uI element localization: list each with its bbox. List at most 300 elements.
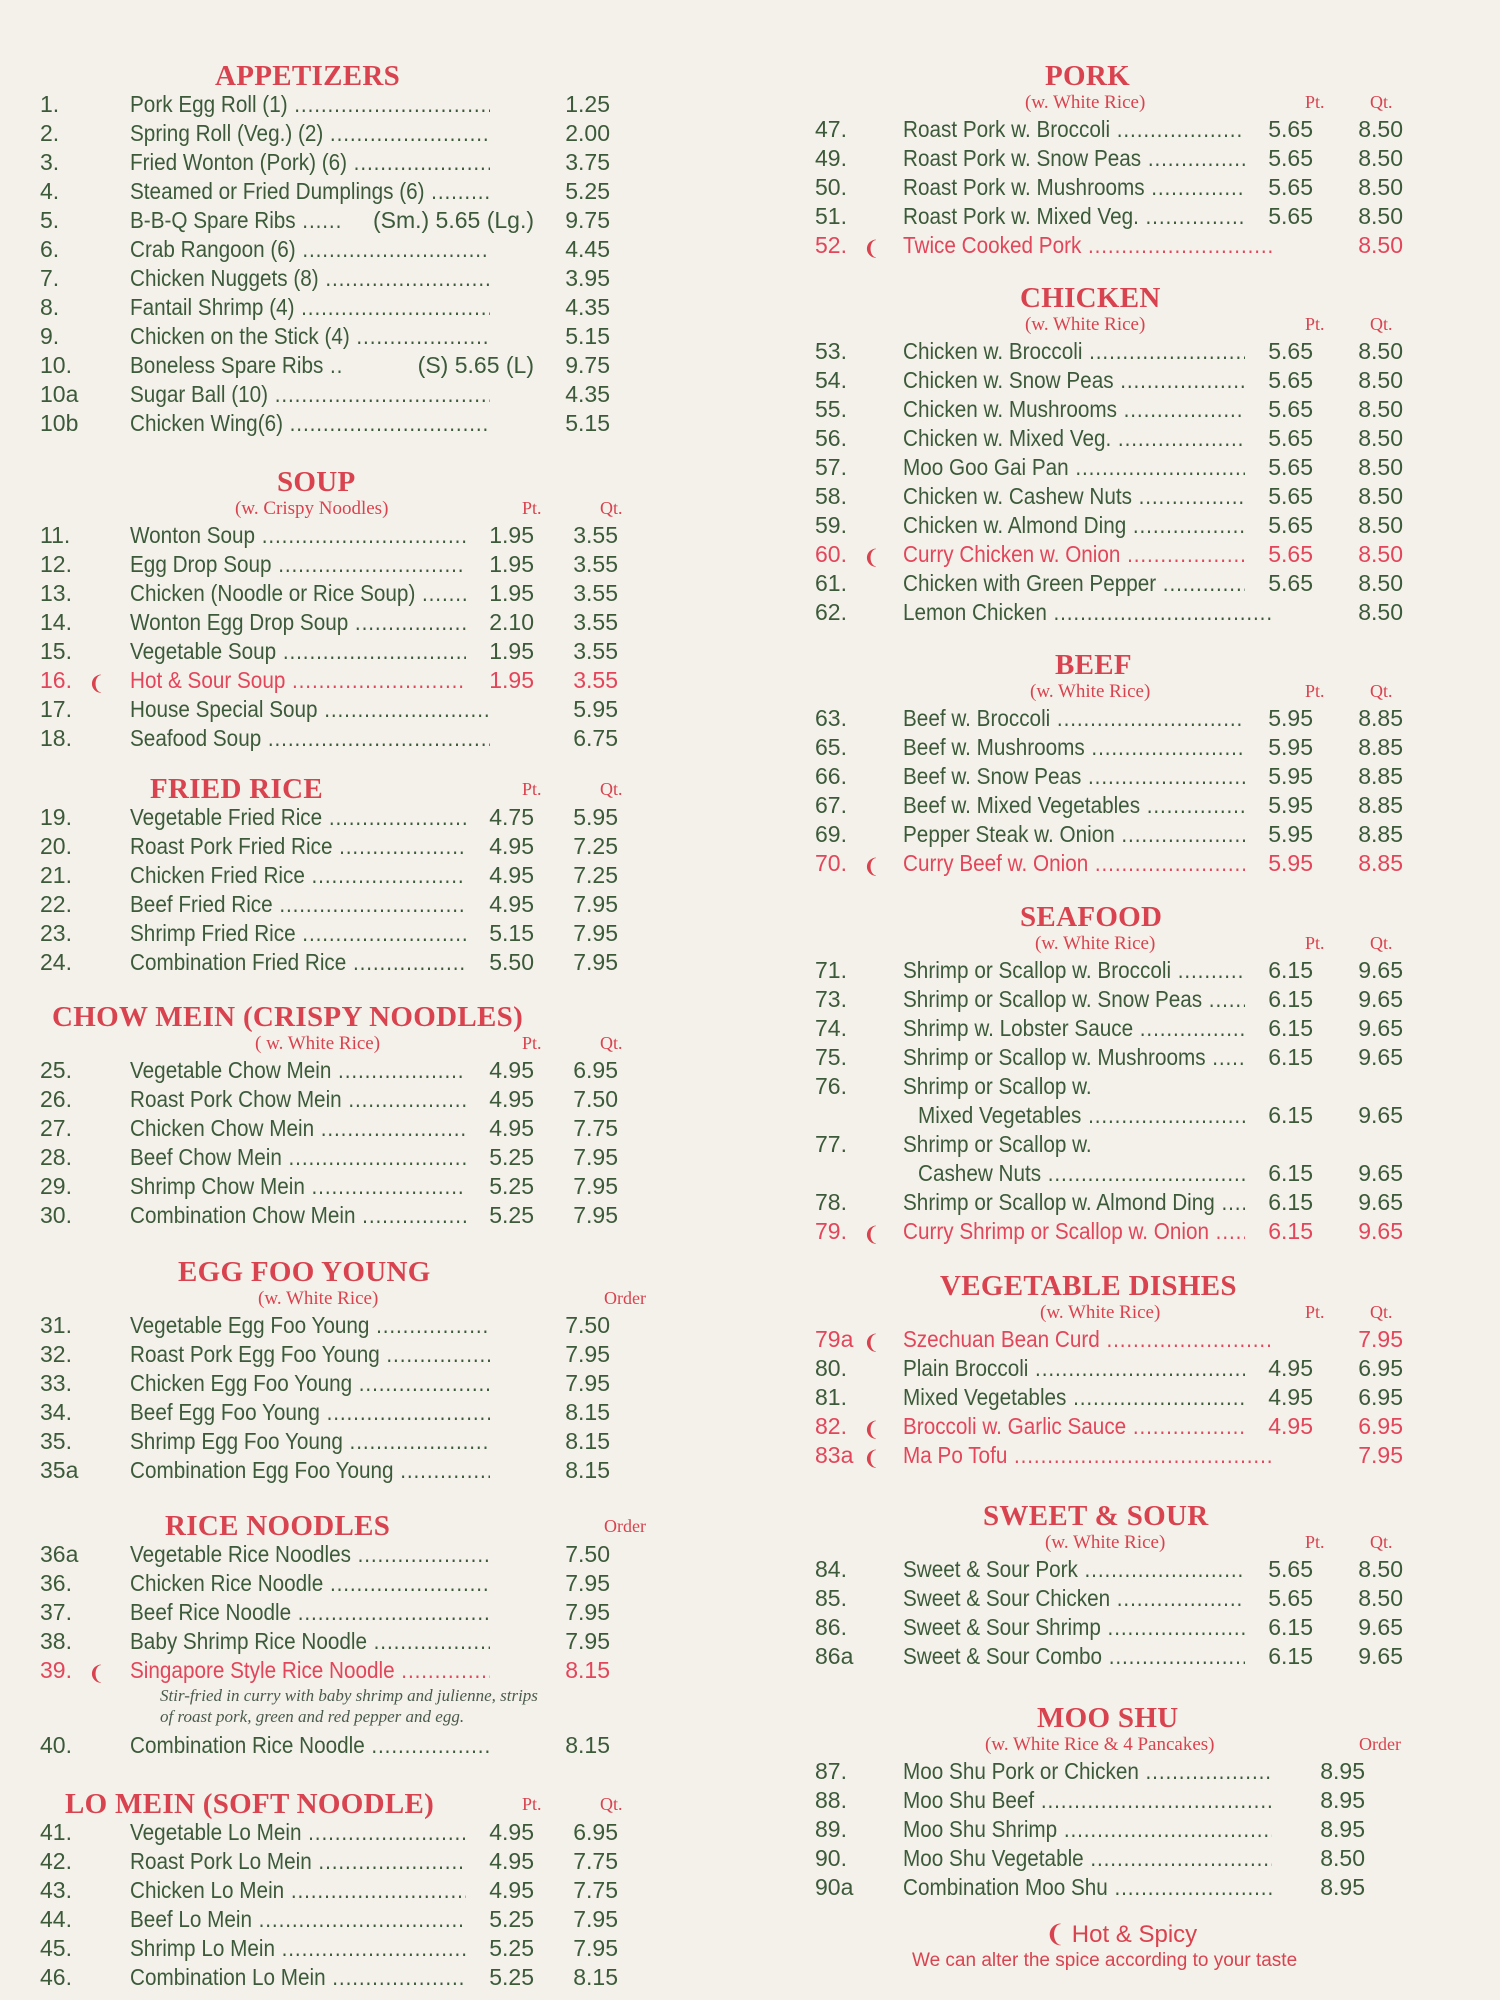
- column-header-qt: Qt.: [600, 779, 623, 799]
- menu-item: [40, 1731, 640, 1760]
- item-number: 71.: [815, 957, 847, 983]
- section-subheader: [815, 931, 1415, 956]
- item-price-pt: 4.75: [466, 803, 534, 832]
- menu-item: [40, 832, 640, 861]
- menu-item: [815, 540, 1415, 569]
- item-price-qt: 3.55: [573, 638, 618, 664]
- section-subtitle: (w. White Rice & 4 Pancakes): [985, 1734, 1215, 1755]
- item-price-qt: 8.85: [1358, 734, 1403, 760]
- section-header: [40, 1003, 640, 1031]
- pepper-icon: ❨: [863, 1448, 880, 1470]
- section-title: CHICKEN: [1020, 282, 1161, 314]
- item-name: Beef Egg Foo Young .....: [130, 1398, 490, 1427]
- item-number: 4.: [40, 178, 60, 204]
- item-name: Fried Wonton (Pork) (6) .....: [130, 148, 490, 177]
- item-price-pt: 1.95: [466, 666, 534, 695]
- item-number: 25.: [40, 1057, 72, 1083]
- item-price-qt: 8.50: [1358, 512, 1403, 538]
- item-name: Roast Pork w. Broccoli .....: [903, 115, 1272, 144]
- menu-item: [40, 380, 640, 409]
- pepper-icon: ❨: [863, 1419, 880, 1441]
- menu-item: [40, 293, 640, 322]
- item-number: 90a: [815, 1874, 854, 1900]
- item-name: Combination Chow Mein .....: [130, 1201, 490, 1230]
- item-number: 27.: [40, 1115, 72, 1141]
- section-sweet-sour: [815, 1502, 1415, 1671]
- item-price-pt: 5.25: [466, 1934, 534, 1963]
- item-name: Chicken w. Mixed Veg. .....: [903, 424, 1272, 453]
- item-price-qt: 8.50: [1358, 483, 1403, 509]
- menu-item: [815, 1757, 1415, 1786]
- menu-item: [815, 395, 1415, 424]
- column-header-pt: Pt.: [1305, 92, 1325, 112]
- pepper-icon: ❨: [863, 1332, 880, 1354]
- item-price-qt: 7.95: [573, 949, 618, 975]
- section-egg-foo-young: [40, 1256, 646, 1485]
- item-price-pt: 5.95: [1245, 849, 1313, 878]
- item-price-pt: 5.65: [1245, 482, 1313, 511]
- item-price: 7.95: [542, 1369, 610, 1398]
- item-price-qt: 9.65: [1358, 986, 1403, 1012]
- column-header-pt: Pt.: [522, 779, 542, 799]
- item-price-qt: 8.85: [1358, 821, 1403, 847]
- item-name-line2: Mixed Vegetables .....: [918, 1101, 1274, 1130]
- menu-item: [815, 144, 1415, 173]
- item-price-qt: 7.50: [573, 1086, 618, 1112]
- item-price-pt: 5.65: [1245, 395, 1313, 424]
- column-header-pt: Pt.: [522, 498, 542, 518]
- item-name: Lemon Chicken .....: [903, 598, 1272, 627]
- menu-item: [815, 424, 1415, 453]
- item-price-pt: 5.50: [466, 948, 534, 977]
- section-subheader: [815, 1732, 1415, 1757]
- item-price-pt: 6.15: [1245, 1159, 1313, 1188]
- item-price-pt: 4.95: [466, 1085, 534, 1114]
- item-price: 8.95: [1297, 1873, 1365, 1902]
- item-name: Hot & Sour Soup .....: [130, 666, 490, 695]
- item-name: Chicken Egg Foo Young .....: [130, 1369, 490, 1398]
- item-price: 8.15: [542, 1427, 610, 1456]
- menu-item: [40, 1876, 640, 1905]
- item-price: 7.50: [542, 1311, 610, 1340]
- item-price-qt: 7.95: [573, 891, 618, 917]
- item-price: 8.95: [1297, 1786, 1365, 1815]
- item-price-pt: 5.95: [1245, 762, 1313, 791]
- item-price-pt: 5.65: [1245, 173, 1313, 202]
- menu-item: [815, 569, 1415, 598]
- item-name: Vegetable Lo Mein .....: [130, 1818, 490, 1847]
- item-price-pt: 5.65: [1245, 540, 1313, 569]
- item-number: 34.: [40, 1399, 72, 1425]
- item-number: 9.: [40, 323, 60, 349]
- item-number: 75.: [815, 1044, 847, 1070]
- pepper-icon: ❨: [88, 673, 105, 695]
- item-name: Shrimp or Scallop w. Snow Peas .....: [903, 985, 1272, 1014]
- section-title: FRIED RICE: [150, 773, 323, 805]
- item-price-qt: 8.50: [1358, 1556, 1403, 1582]
- item-price-qt: 8.50: [1358, 454, 1403, 480]
- item-name: Chicken w. Cashew Nuts .....: [903, 482, 1272, 511]
- item-name: Beef w. Mushrooms .....: [903, 733, 1272, 762]
- section-header: [815, 1502, 1415, 1530]
- item-number: 65.: [815, 734, 847, 760]
- item-number: 53.: [815, 338, 847, 364]
- item-name: Chicken Nuggets (8) .....: [130, 264, 490, 293]
- item-number: 78.: [815, 1189, 847, 1215]
- item-number: 35a: [40, 1457, 79, 1483]
- item-price-qt: 8.85: [1358, 763, 1403, 789]
- item-number: 45.: [40, 1935, 72, 1961]
- menu-item: [40, 724, 640, 753]
- item-number: 38.: [40, 1628, 72, 1654]
- item-price-qt: 3.55: [573, 522, 618, 548]
- item-name: Vegetable Rice Noodles .....: [130, 1540, 490, 1569]
- section-rice-noodles: [40, 1510, 646, 1760]
- item-price-pt: 5.65: [1245, 337, 1313, 366]
- menu-item: [815, 482, 1415, 511]
- section-subheader: [815, 1530, 1415, 1555]
- column-header-pt: Pt.: [1305, 314, 1325, 334]
- item-number: 86a: [815, 1643, 854, 1669]
- item-number: 16.: [40, 667, 72, 693]
- menu-item: [815, 115, 1415, 144]
- menu-item: [40, 1398, 640, 1427]
- item-price-pt: 4.95: [1245, 1354, 1313, 1383]
- menu-item: [815, 453, 1415, 482]
- item-number: 21.: [40, 862, 72, 888]
- menu-item-continued: [815, 1101, 1415, 1130]
- item-number: 86.: [815, 1614, 847, 1640]
- item-number: 33.: [40, 1370, 72, 1396]
- item-name: Twice Cooked Pork .....: [903, 231, 1272, 260]
- section-appetizers: [40, 62, 640, 438]
- item-name: Sweet & Sour Pork .....: [903, 1555, 1272, 1584]
- item-price-qt: 9.65: [1358, 1614, 1403, 1640]
- item-price: 5.25: [542, 177, 610, 206]
- item-number: 89.: [815, 1816, 847, 1842]
- menu-item: [40, 1818, 640, 1847]
- item-number: 88.: [815, 1787, 847, 1813]
- item-price-pt: 5.65: [1245, 424, 1313, 453]
- section-header: [815, 1704, 1415, 1732]
- item-price-qt: 7.95: [573, 1906, 618, 1932]
- item-name: Curry Beef w. Onion .....: [903, 849, 1272, 878]
- item-name: Sweet & Sour Shrimp .....: [903, 1613, 1272, 1642]
- section-header: [815, 62, 1415, 90]
- menu-item: [815, 704, 1415, 733]
- item-name: Shrimp or Scallop w.: [903, 1131, 1092, 1157]
- item-name: Spring Roll (Veg.) (2) .....: [130, 119, 490, 148]
- item-name: Sweet & Sour Combo .....: [903, 1642, 1272, 1671]
- item-number: 79a: [815, 1326, 854, 1352]
- item-number: 56.: [815, 425, 847, 451]
- item-price-pt: 5.25: [466, 1963, 534, 1992]
- item-number: 14.: [40, 609, 72, 635]
- item-price-qt: 3.55: [573, 551, 618, 577]
- menu-item: [815, 366, 1415, 395]
- item-price-qt: 6.95: [573, 1057, 618, 1083]
- item-name: Chicken Lo Mein .....: [130, 1876, 490, 1905]
- menu-item: [40, 521, 640, 550]
- menu-item: [815, 1584, 1415, 1613]
- item-name: Combination Lo Mein .....: [130, 1963, 490, 1992]
- item-name: Vegetable Egg Foo Young .....: [130, 1311, 490, 1340]
- item-number: 59.: [815, 512, 847, 538]
- item-price-pt: 4.95: [1245, 1383, 1313, 1412]
- item-number: 19.: [40, 804, 72, 830]
- item-price-pt: 6.15: [1245, 985, 1313, 1014]
- column-header-pt: Pt.: [1305, 1302, 1325, 1322]
- item-price-pt: 5.65: [1245, 144, 1313, 173]
- item-number: 35.: [40, 1428, 72, 1454]
- item-price: 2.00: [542, 119, 610, 148]
- item-price: 8.50: [1335, 598, 1403, 627]
- section-title: SEAFOOD: [1020, 901, 1163, 933]
- menu-item: [815, 511, 1415, 540]
- item-price-qt: 6.95: [573, 1819, 618, 1845]
- item-number: 61.: [815, 570, 847, 596]
- section-subheader: [815, 679, 1415, 704]
- item-price-qt: 8.50: [1358, 203, 1403, 229]
- item-price: 7.95: [542, 1598, 610, 1627]
- item-price-pt: 4.95: [1245, 1412, 1313, 1441]
- item-number: 32.: [40, 1341, 72, 1367]
- menu-item: [40, 1847, 640, 1876]
- item-name: Pepper Steak w. Onion .....: [903, 820, 1272, 849]
- item-number: 2.: [40, 120, 60, 146]
- menu-item: [815, 791, 1415, 820]
- item-price-qt: 9.65: [1358, 1160, 1403, 1186]
- item-number: 58.: [815, 483, 847, 509]
- item-price-qt: 9.65: [1358, 957, 1403, 983]
- item-price: 8.15: [542, 1731, 610, 1760]
- menu-item: [40, 1369, 640, 1398]
- item-price: 9.75: [542, 206, 610, 235]
- section-title: BEEF: [1055, 649, 1132, 681]
- item-name: Chicken (Noodle or Rice Soup) .....: [130, 579, 490, 608]
- item-price-qt: 7.25: [573, 833, 618, 859]
- item-name: Sweet & Sour Chicken .....: [903, 1584, 1272, 1613]
- item-number: 46.: [40, 1964, 72, 1990]
- menu-item: [40, 861, 640, 890]
- item-price-qt: 9.65: [1358, 1643, 1403, 1669]
- section-title: EGG FOO YOUNG: [178, 1256, 431, 1288]
- section-subtitle: (w. White Rice): [258, 1288, 379, 1309]
- item-name: Vegetable Fried Rice .....: [130, 803, 490, 832]
- item-price-pt: 5.95: [1245, 820, 1313, 849]
- item-number: 69.: [815, 821, 847, 847]
- item-name: Wonton Soup .....: [130, 521, 490, 550]
- menu-item: [815, 598, 1415, 627]
- menu-item: [815, 1217, 1415, 1246]
- menu-item: [40, 148, 640, 177]
- section-title: SOUP: [277, 466, 356, 498]
- item-number: 10a: [40, 381, 79, 407]
- section-subtitle: ( w. White Rice): [255, 1033, 381, 1054]
- menu-item: [40, 1598, 640, 1627]
- menu-item: [40, 1056, 640, 1085]
- section-subheader: [815, 90, 1415, 115]
- item-price-qt: 7.95: [573, 920, 618, 946]
- section-header: [815, 903, 1415, 931]
- section-subtitle: (w. Crispy Noodles): [235, 498, 389, 519]
- pepper-icon: ❨: [1045, 1921, 1066, 1948]
- menu-item: [40, 1085, 640, 1114]
- item-name: Vegetable Chow Mein .....: [130, 1056, 490, 1085]
- section-lo-mein: [40, 1790, 640, 1992]
- item-price: 7.95: [1335, 1441, 1403, 1470]
- item-name: Combination Fried Rice .....: [130, 948, 490, 977]
- item-price-qt: 9.65: [1358, 1218, 1403, 1244]
- item-name: Chicken with Green Pepper .....: [903, 569, 1272, 598]
- item-number: 30.: [40, 1202, 72, 1228]
- item-number: 10.: [40, 352, 72, 378]
- item-name: House Special Soup .....: [130, 695, 490, 724]
- section-vegetable-dishes: [815, 1272, 1415, 1470]
- item-price-pt: 4.95: [466, 1876, 534, 1905]
- section-subtitle: (w. White Rice): [1035, 933, 1156, 954]
- item-number: 42.: [40, 1848, 72, 1874]
- item-price-qt: 8.15: [573, 1964, 618, 1990]
- pepper-icon: ❨: [863, 238, 880, 260]
- item-price: 8.50: [1297, 1844, 1365, 1873]
- menu-item: [40, 1311, 640, 1340]
- pepper-icon: ❨: [863, 856, 880, 878]
- item-price: 7.95: [542, 1340, 610, 1369]
- item-price-pt: 6.15: [1245, 1014, 1313, 1043]
- item-number: 13.: [40, 580, 72, 606]
- item-price-qt: 7.95: [573, 1202, 618, 1228]
- menu-item: [815, 231, 1415, 260]
- item-price-pt: 1.95: [466, 550, 534, 579]
- item-name: Shrimp Chow Mein .....: [130, 1172, 490, 1201]
- item-price: 8.95: [1297, 1815, 1365, 1844]
- item-name: Shrimp Lo Mein .....: [130, 1934, 490, 1963]
- column-header-order: Order: [604, 1516, 646, 1536]
- item-price-qt: 5.95: [573, 804, 618, 830]
- menu-item: [815, 1354, 1415, 1383]
- item-name-line2: Cashew Nuts .....: [918, 1159, 1274, 1188]
- item-price-pt: 6.15: [1245, 1642, 1313, 1671]
- item-price: 1.25: [542, 90, 610, 119]
- item-price-qt: 7.75: [573, 1115, 618, 1141]
- item-name: Chicken w. Snow Peas .....: [903, 366, 1272, 395]
- item-price-pt: 1.95: [466, 637, 534, 666]
- item-name: Beef Fried Rice .....: [130, 890, 490, 919]
- item-price-pt: 4.95: [466, 1818, 534, 1847]
- item-number: 7.: [40, 265, 60, 291]
- item-name: Roast Pork Egg Foo Young .....: [130, 1340, 490, 1369]
- menu-item: [40, 1340, 640, 1369]
- item-number: 62.: [815, 599, 847, 625]
- menu-item: [40, 1172, 640, 1201]
- item-name: Shrimp or Scallop w. Mushrooms .....: [903, 1043, 1272, 1072]
- menu-item: [815, 1441, 1415, 1470]
- menu-item: [40, 1569, 640, 1598]
- pepper-icon: ❨: [863, 1224, 880, 1246]
- item-price-pt: 5.25: [466, 1905, 534, 1934]
- menu-item: [815, 1383, 1415, 1412]
- item-price-qt: 8.85: [1358, 850, 1403, 876]
- menu-item: [40, 1427, 640, 1456]
- item-number: 85.: [815, 1585, 847, 1611]
- item-price: 3.95: [542, 264, 610, 293]
- column-header-qt: Qt.: [1370, 1532, 1393, 1552]
- item-number: 51.: [815, 203, 847, 229]
- item-price-pt: 4.95: [466, 890, 534, 919]
- menu-item: [815, 1786, 1415, 1815]
- item-name: Boneless Spare Ribs .....: [130, 351, 490, 380]
- item-name: Chicken w. Broccoli .....: [903, 337, 1272, 366]
- item-number: 3.: [40, 149, 60, 175]
- item-name: Roast Pork w. Mushrooms .....: [903, 173, 1272, 202]
- pepper-icon: ❨: [88, 1663, 105, 1685]
- menu-item: [40, 1143, 640, 1172]
- section-subtitle: (w. White Rice): [1025, 314, 1146, 335]
- item-price-qt: 8.50: [1358, 396, 1403, 422]
- menu-item: [40, 90, 640, 119]
- item-number: 26.: [40, 1086, 72, 1112]
- menu-item: [815, 1815, 1415, 1844]
- item-number: 63.: [815, 705, 847, 731]
- section-title: MOO SHU: [1037, 1702, 1179, 1734]
- item-name: Steamed or Fried Dumplings (6) .....: [130, 177, 490, 206]
- menu-item: [40, 322, 640, 351]
- item-price: 3.75: [542, 148, 610, 177]
- item-price-pt: 4.95: [466, 1056, 534, 1085]
- item-name: Moo Goo Gai Pan .....: [903, 453, 1272, 482]
- menu-item: [40, 206, 640, 235]
- item-name: Moo Shu Beef .....: [903, 1786, 1272, 1815]
- item-price: 7.50: [542, 1540, 610, 1569]
- item-number: 83a: [815, 1442, 854, 1468]
- item-name: Plain Broccoli .....: [903, 1354, 1272, 1383]
- section-title: SWEET & SOUR: [983, 1500, 1209, 1532]
- menu-item: [40, 235, 640, 264]
- item-number: 15.: [40, 638, 72, 664]
- item-price-pt: 6.15: [1245, 1217, 1313, 1246]
- item-name: Moo Shu Vegetable .....: [903, 1844, 1272, 1873]
- item-number: 52.: [815, 232, 847, 258]
- item-number: 11.: [40, 522, 71, 548]
- item-number: 20.: [40, 833, 72, 859]
- menu-item: [815, 762, 1415, 791]
- section-fried-rice: [40, 775, 640, 977]
- section-subheader: [815, 1300, 1415, 1325]
- item-price: 8.15: [542, 1656, 610, 1685]
- item-price-qt: 9.65: [1358, 1015, 1403, 1041]
- section-title: LO MEIN (SOFT NOODLE): [65, 1788, 435, 1820]
- item-name: Chicken w. Almond Ding .....: [903, 511, 1272, 540]
- item-price-qt: 7.95: [573, 1144, 618, 1170]
- menu-item: [40, 890, 640, 919]
- item-size-prices: (Sm.) 5.65 (Lg.): [344, 206, 534, 235]
- item-price-qt: 6.95: [1358, 1384, 1403, 1410]
- item-price-qt: 8.85: [1358, 792, 1403, 818]
- item-price-pt: 5.65: [1245, 569, 1313, 598]
- item-number: 77.: [815, 1131, 847, 1157]
- menu-item: [40, 803, 640, 832]
- section-subtitle: (w. White Rice): [1040, 1302, 1161, 1323]
- section-header: [815, 651, 1415, 679]
- item-price-pt: 6.15: [1245, 1101, 1313, 1130]
- item-name: Crab Rangoon (6) .....: [130, 235, 490, 264]
- column-header-qt: Qt.: [600, 1794, 623, 1814]
- section-seafood: [815, 903, 1415, 1246]
- item-name: B-B-Q Spare Ribs .....: [130, 206, 490, 235]
- item-name: Singapore Style Rice Noodle .....: [130, 1656, 490, 1685]
- item-name: Beef Rice Noodle .....: [130, 1598, 490, 1627]
